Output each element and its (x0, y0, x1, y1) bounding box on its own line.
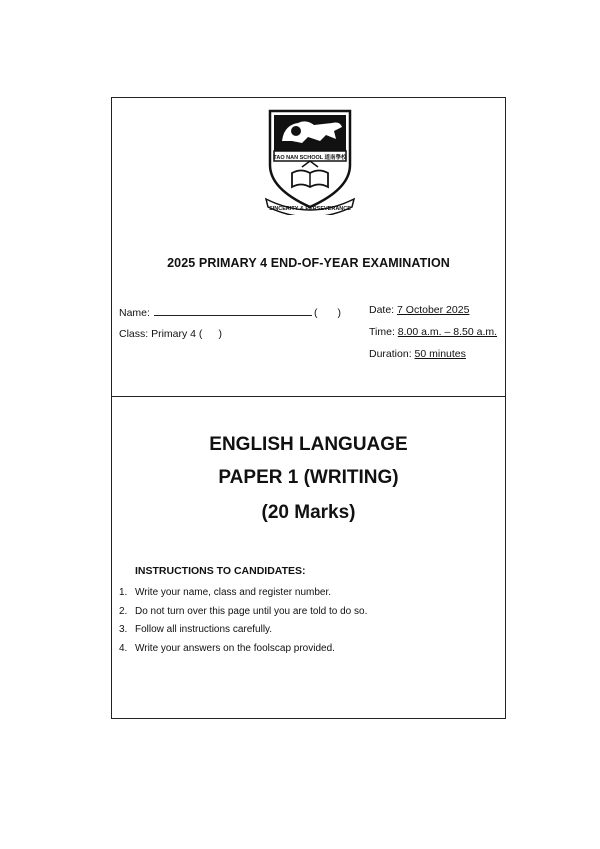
name-field[interactable] (119, 306, 341, 319)
marks-title: (20 Marks) (261, 502, 356, 523)
date-label: Date: (369, 304, 395, 316)
paper-title: PAPER 1 (WRITING) (218, 467, 399, 488)
duration-row (369, 348, 466, 360)
instructions-list (119, 587, 367, 661)
instruction-item (119, 624, 367, 643)
instruction-item (119, 643, 367, 662)
class-label: Class: Primary 4 ( (119, 328, 203, 340)
instruction-text: Write your name, class and register number. (135, 587, 332, 598)
duration-label: Duration: (369, 348, 412, 360)
class-paren-close: ) (218, 328, 222, 340)
instruction-text: Follow all instructions carefully. (135, 624, 273, 635)
instruction-number: 1. (119, 587, 128, 598)
motto-text: SINCERITY & PERSEVERANCE (269, 206, 351, 212)
date-row (369, 304, 469, 316)
class-field[interactable] (119, 328, 222, 340)
register-paren-close: ) (337, 307, 341, 319)
instruction-number: 4. (119, 642, 128, 654)
time-row (369, 326, 497, 338)
register-paren-open: ( (313, 307, 318, 319)
name-label: Name: (119, 307, 150, 319)
instruction-number: 2. (119, 605, 128, 617)
duration-value: 50 minutes (414, 348, 466, 360)
instruction-number: 3. (119, 624, 128, 635)
instruction-text: Do not turn over this page until you are told to do so. (135, 605, 368, 617)
exam-title: 2025 PRIMARY 4 END-OF-YEAR EXAMINATION (167, 256, 450, 270)
school-banner-text: TAO NAN SCHOOL 道南學校 (273, 155, 347, 161)
name-blank-line[interactable] (154, 306, 312, 316)
instruction-item (119, 587, 367, 606)
time-value: 8.00 a.m. – 8.50 a.m. (397, 326, 498, 338)
section-divider (112, 396, 505, 397)
time-label: Time: (369, 326, 395, 338)
instruction-item (119, 606, 367, 625)
instructions-heading: INSTRUCTIONS TO CANDIDATES: (135, 565, 306, 577)
date-value: 7 October 2025 (397, 304, 470, 316)
instruction-text: Write your answers on the foolscap provided. (135, 642, 335, 654)
cover-page-frame (111, 97, 506, 719)
subject-title: ENGLISH LANGUAGE (209, 434, 408, 455)
school-crest-logo (262, 107, 358, 215)
